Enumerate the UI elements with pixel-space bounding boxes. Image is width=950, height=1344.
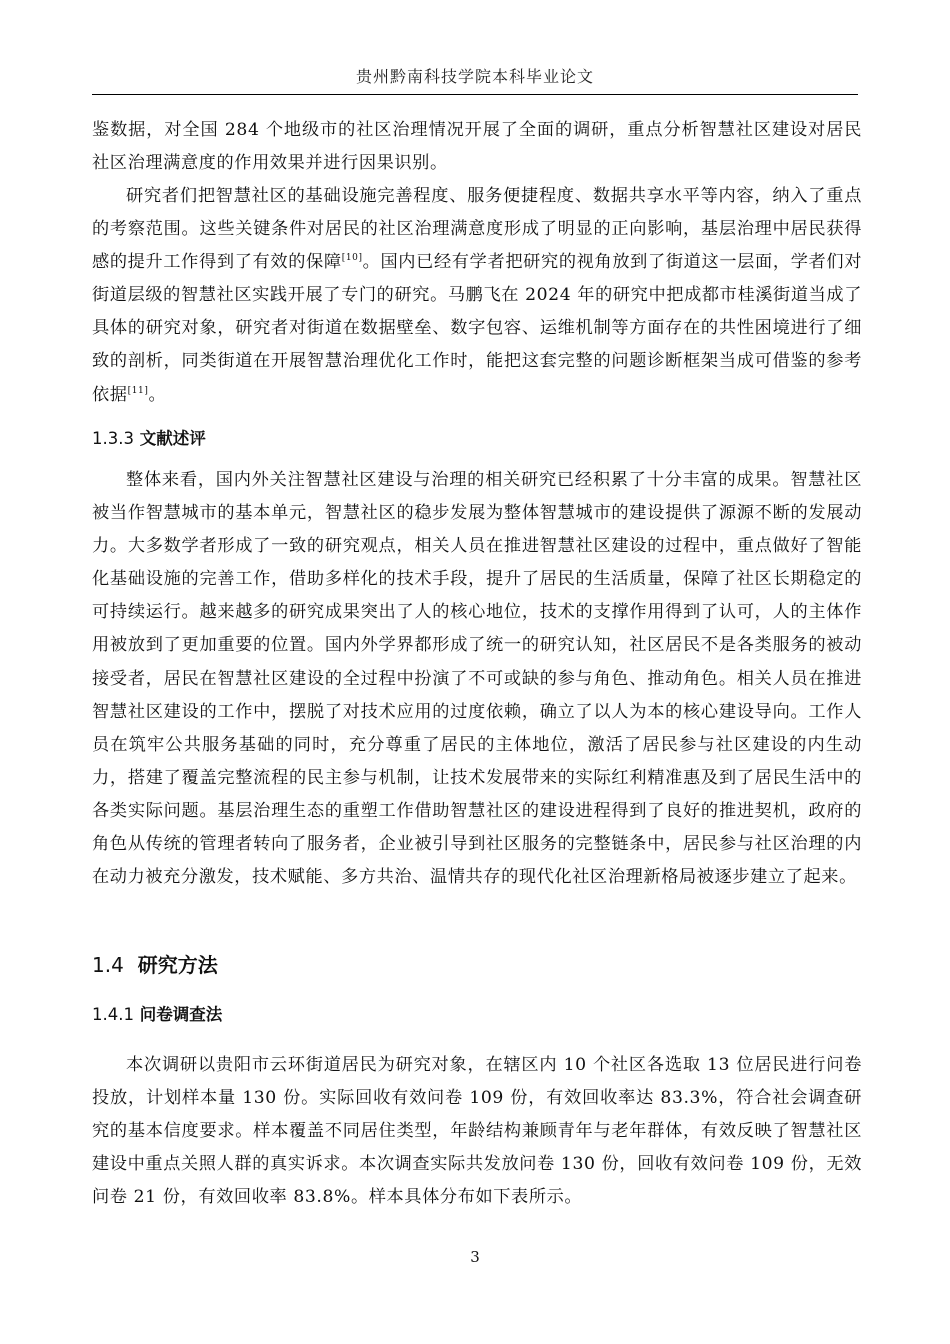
- section-title: 文献述评: [139, 429, 206, 448]
- citation-ref-10[interactable]: [10]: [341, 253, 363, 264]
- paragraph-text: 。: [148, 384, 167, 405]
- section-title: 研究方法: [137, 953, 218, 977]
- section-heading-1-4-1: [92, 1003, 222, 1027]
- section-heading-1-3-3: [92, 427, 206, 451]
- running-header: 贵州黔南科技学院本科毕业论文: [355, 67, 594, 86]
- section-number: 1.4.1: [92, 1005, 134, 1024]
- citation-ref-11[interactable]: [11]: [127, 385, 149, 396]
- paragraph-related-research: [92, 180, 862, 412]
- section-heading-1-4: [92, 951, 218, 979]
- paragraph-continuation: 鉴数据，对全国 284 个地级市的社区治理情况开展了全面的调研，重点分析智慧社区建设对居民社区治理满意度的作用效果并进行因果识别。: [92, 120, 862, 174]
- header-rule: [92, 94, 858, 95]
- page-number: 3: [470, 1248, 480, 1266]
- paragraph-text: 。国内已经有学者把研究的视角放到了街道这一层面，学者们对街道层级的智慧社区实践开展了专门的研究。马鹏飞在 2024 年的研究中把成都市桂溪街道当成了具体的研究对象，研究者对街道在数据壁垒、数字包容、运维机制等方面存在的共性困境进行了细致的剖析，同类街道在开展智慧治理优化工作时，能把这套完整的问题诊断框架当成可借鉴的参考依据: [92, 252, 862, 405]
- paragraph-literature-review: 整体来看，国内外关注智慧社区建设与治理的相关研究已经积累了十分丰富的成果。智慧社区被当作智慧城市的基本单元，智慧社区的稳步发展为整体智慧城市的建设提供了源源不断的发展动力。大多数学者形成了一致的研究观点，相关人员在推进智慧社区建设的过程中，重点做好了智能化基础设施的完善工作，借助多样化的技术手段，提升了居民的生活质量，保障了社区长期稳定的可持续运行。越来越多的研究成果突出了人的核心地位，技术的支撑作用得到了认可，人的主体作用被放到了更加重要的位置。国内外学界都形成了统一的研究认知，社区居民不是各类服务的被动接受者，居民在智慧社区建设的全过程中扮演了不可或缺的参与角色、推动角色。相关人员在推进智慧社区建设的工作中，摆脱了对技术应用的过度依赖，确立了以人为本的核心建设导向。工作人员在筑牢公共服务基础的同时，充分尊重了居民的主体地位，激活了居民参与社区建设的内生动力，搭建了覆盖完整流程的民主参与机制，让技术发展带来的实际红利精准惠及到了居民生活中的各类实际问题。基层治理生态的重塑工作借助智慧社区的建设进程得到了良好的推进契机，政府的角色从传统的管理者转向了服务者，企业被引导到社区服务的完整链条中，居民参与社区治理的内在动力被充分激发，技术赋能、多方共治、温情共存的现代化社区治理新格局被逐步建立了起来。: [92, 470, 862, 888]
- section-title: 问卷调查法: [139, 1005, 223, 1024]
- paragraph-text: 研究者们把智慧社区的基础设施完善程度、服务便捷程度、数据共享水平等内容，纳入了重点的考察范围。这些关键条件对居民的社区治理满意度形成了明显的正向影响，基层治理中居民获得感的提升工作得到了有效的保障: [92, 186, 862, 273]
- section-number: 1.3.3: [92, 429, 134, 448]
- paragraph-survey-method: 本次调研以贵阳市云环街道居民为研究对象，在辖区内 10 个社区各选取 13 位居民进行问卷投放，计划样本量 130 份。实际回收有效问卷 109 份，有效回收率达 83.3%，符合社会调查研究的基本信度要求。样本覆盖不同居住类型，年龄结构兼顾青年与老年群体，有效反映了智慧社区建设中重点关照人群的真实诉求。本次调查实际共发放问卷 130 份，回收有效问卷 109 份，无效问卷 21 份，有效回收率 83.8%。样本具体分布如下表所示。: [92, 1055, 862, 1208]
- section-number: 1.4: [92, 953, 124, 977]
